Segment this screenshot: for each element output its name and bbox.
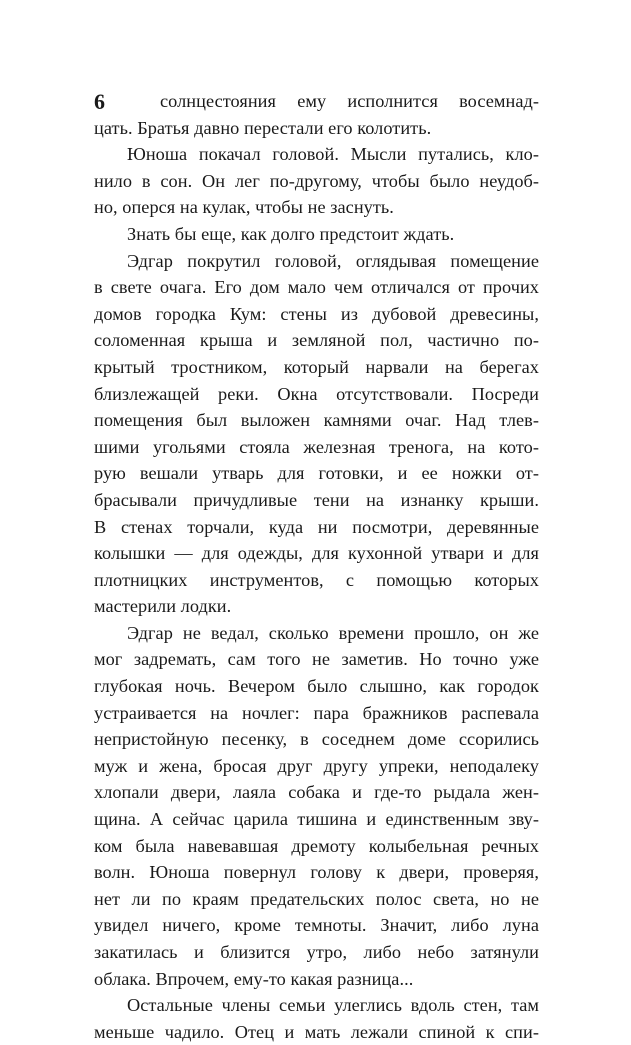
text-line: нет ли по краям предательских полос света, но не: [94, 888, 539, 909]
text-line: солнцестояния ему исполнится восемнад-: [160, 91, 539, 111]
text-line: волн. Юноша повернул голову к двери, проверяя,: [94, 862, 539, 883]
text-line: облака. Впрочем, ему-то какая разница...: [94, 968, 414, 989]
text-line: закатилась и близится утро, либо небо затянули: [94, 942, 539, 962]
body-text: [94, 88, 539, 1045]
text-line: Эдгар не ведал, сколько времени прошло, он же: [127, 622, 539, 643]
text-line: но, оперся на кулак, чтобы не заснуть.: [94, 197, 394, 218]
text-line: мог задремать, сам того не заметив. Но точно уже: [94, 649, 539, 670]
text-line: увидел ничего, кроме темноты. Значит, либо луна: [94, 915, 539, 936]
text-line: цать. Братья давно перестали его колотить.: [94, 117, 432, 138]
text-line: колышки — для одежды, для кухонной утвари и для: [94, 543, 539, 564]
text-line: муж и жена, бросая друг другу упреки, неподалеку: [94, 755, 539, 776]
text-line: Остальные члены семьи улеглись вдоль стен, там: [127, 995, 539, 1016]
text-line: Эдгар покрутил головой, оглядывая помещение: [127, 250, 539, 271]
text-line: соломенная крыша и земляной пол, частично по-: [94, 330, 539, 351]
page-number: 6: [94, 89, 105, 114]
text-line: непристойную песенку, в соседнем доме ссорились: [94, 729, 539, 750]
text-line: Знать бы еще, как долго предстоит ждать.: [127, 223, 455, 244]
text-line: устраивается на ночлег: пара бражников распевала: [94, 702, 539, 723]
text-line: мастерили лодки.: [94, 596, 232, 617]
text-line: глубокая ночь. Вечером было слышно, как городок: [94, 676, 539, 697]
text-line: хлопали двери, лаяла собака и где-то рыдала жен-: [94, 782, 539, 803]
text-line: ком была навевавшая дремоту колыбельная речных: [94, 835, 539, 856]
text-line: брасывали причудливые тени на изнанку крыши.: [94, 489, 539, 510]
text-line: рую вешали утварь для готовки, и ее ножки от-: [94, 463, 539, 484]
text-line: домов городка Кум: стены из дубовой древесины,: [94, 303, 539, 324]
text-line: крытый тростником, который нарвали на берегах: [94, 356, 539, 377]
text-line: щина. А сейчас царила тишина и единственным зву-: [94, 809, 539, 830]
text-line: меньше чадило. Отец и мать лежали спиной к спи-: [94, 1021, 539, 1042]
text-line: помещения был выложен камнями очаг. Над тлев-: [94, 410, 539, 431]
text-line: шими угольями стояла железная тренога, на кото-: [94, 436, 539, 457]
text-line: Юноша покачал головой. Мысли путались, кло-: [127, 144, 539, 165]
text-line: нило в сон. Он лег по-другому, чтобы было неудоб-: [94, 170, 539, 191]
text-line: В стенах торчали, куда ни посмотри, деревянные: [94, 516, 539, 537]
text-line: в свете очага. Его дом мало чем отличался от прочих: [94, 277, 539, 298]
text-line: плотницких инструментов, с помощью которых: [94, 569, 539, 590]
text-line: близлежащей реки. Окна отсутствовали. Посреди: [94, 383, 539, 404]
